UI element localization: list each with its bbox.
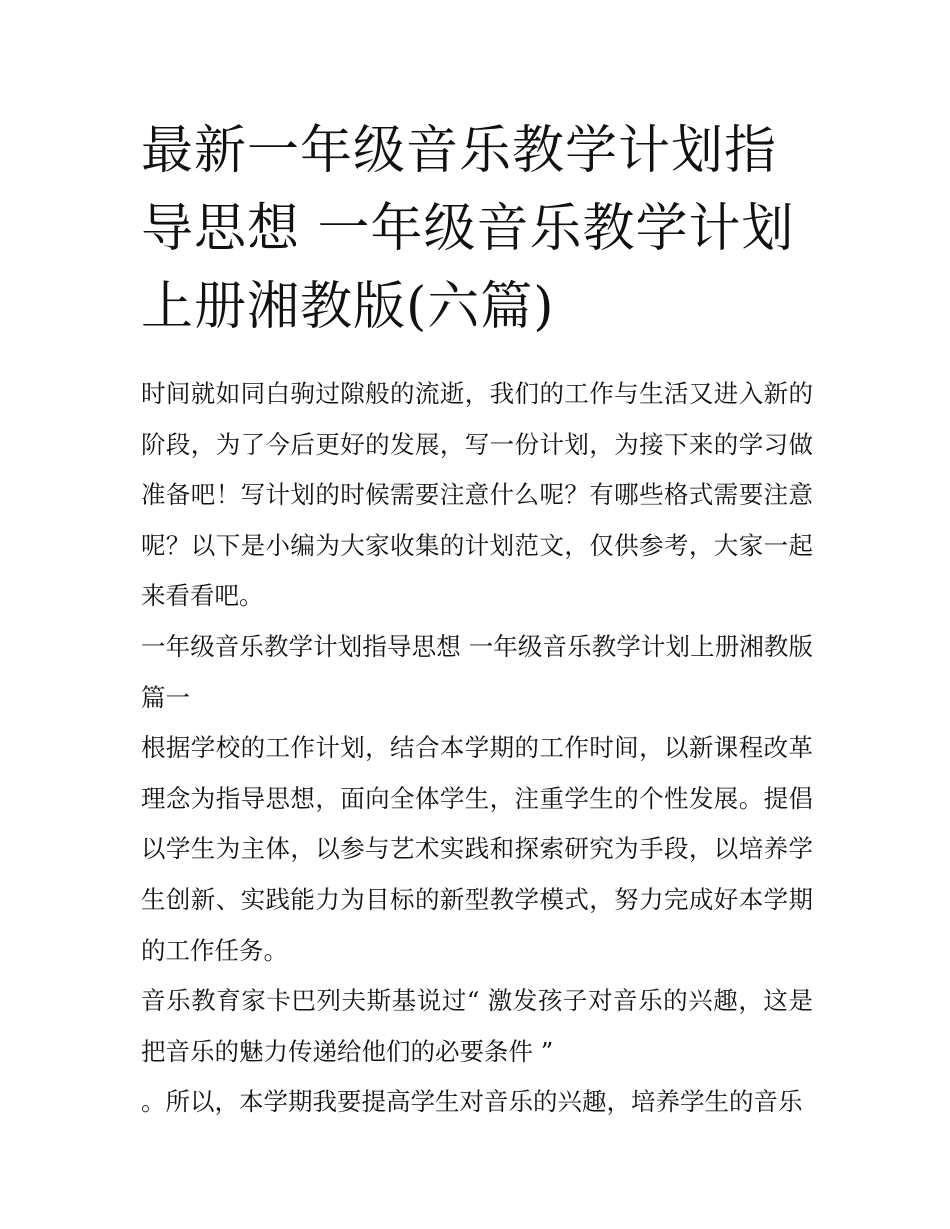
section-heading: 一年级音乐教学计划指导思想 一年级音乐教学计划上册湘教版篇一: [141, 631, 813, 712]
document-content: [141, 112, 813, 1128]
document-title: 最新一年级音乐教学计划指导思想 一年级音乐教学计划上册湘教版(六篇): [141, 121, 795, 337]
guiding-thought-paragraph: 根据学校的工作计划，结合本学期的工作时间，以新课程改革理念为指导思想，面向全体学生，注重学生的个性发展。提倡以学生为主体，以参与艺术实践和探索研究为手段，以培养学生创新、实践能力为目标的新型教学模式，努力完成好本学期的工作任务。: [141, 733, 813, 965]
intro-paragraph: 时间就如同白驹过隙般的流逝，我们的工作与生活又进入新的阶段，为了今后更好的发展，写一份计划，为接下来的学习做准备吧！写计划的时候需要注意什么呢？有哪些格式需要注意呢？以下是小编为大家收集的计划范文，仅供参考，大家一起来看看吧。: [141, 379, 813, 611]
document-body: [141, 369, 813, 1128]
quote-paragraph: 音乐教育家卡巴列夫斯基说过“ 激发孩子对音乐的兴趣，这是把音乐的魅力传递给他们的必要条件 ”: [141, 986, 813, 1066]
continuation-paragraph: 。所以，本学期我要提高学生对音乐的兴趣，培养学生的音乐: [141, 1087, 803, 1117]
